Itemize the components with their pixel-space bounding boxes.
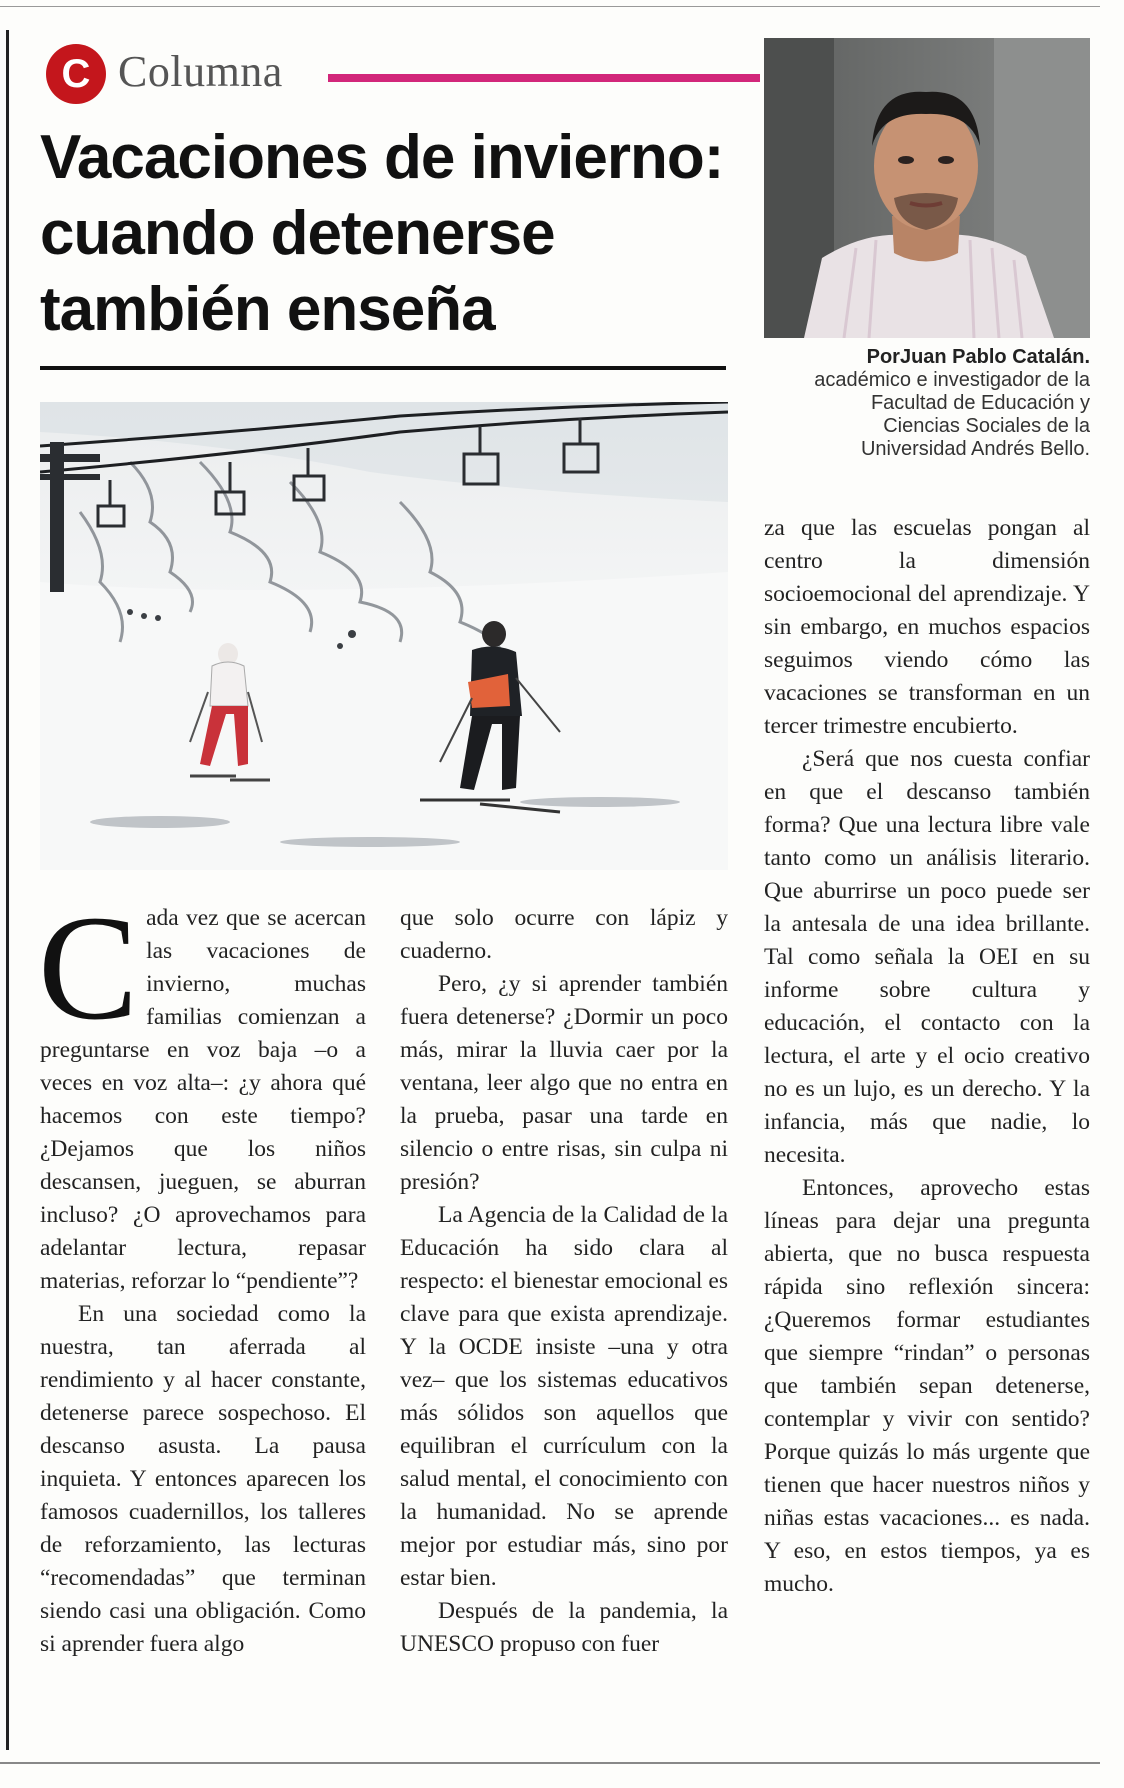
author-role-line: Ciencias Sociales de la <box>883 415 1090 437</box>
paragraph: Pero, ¿y si aprender también fuera detenerse? ¿Dormir un poco más, mirar la lluvia caer por la ventana, leer algo que no entra en la prueba, pasar una tarde en silencio o entre risas, sin culpa ni presión? <box>400 971 728 1195</box>
article-column-3 <box>764 512 1090 1601</box>
article-column-2 <box>400 902 728 1661</box>
headline-line: cuando detenerse <box>40 199 555 268</box>
author-role-line: Facultad de Educación y <box>870 392 1090 414</box>
drop-cap: C <box>38 885 139 1051</box>
page-bottom-rule <box>0 1762 1100 1764</box>
author-role-line: académico e investigador de la <box>814 369 1090 391</box>
paragraph: Entonces, aprovecho estas líneas para dejar una pregunta abierta, que no busca respuesta rápida sino reflexión sincera: ¿Queremos formar estudiantes que siempre “rindan” o personas que también sepan detenerse, contemplar y vivir con sentido? Porque quizás lo más urgente que tienen que hacer nuestros niños y niñas estas vacaciones... es nada. Y eso, en estos tiempos, ya es mucho. <box>764 1175 1090 1597</box>
author-name: PorJuan Pablo Catalán. <box>866 346 1090 368</box>
page-top-rule <box>0 6 1100 7</box>
headline-line: Vacaciones de invierno: <box>40 123 724 192</box>
section-accent-rule <box>328 74 760 82</box>
author-photo <box>764 38 1090 338</box>
author-role-line: Universidad Andrés Bello. <box>860 438 1090 460</box>
headline-line: también enseña <box>40 275 495 344</box>
ski-slope-photo <box>40 402 728 870</box>
page-left-rule <box>6 30 9 1750</box>
section-label: Columna <box>118 47 283 96</box>
paragraph: za que las escuelas pongan al centro la dimensión socioemocional del aprendizaje. Y sin embargo, en muchos espacios seguimos viendo cómo las vacaciones se transforman en un tercer trimestre encubierto. <box>764 515 1090 739</box>
article-column-1 <box>38 885 366 1661</box>
paragraph: En una sociedad como la nuestra, tan aferrada al rendimiento y al hacer constante, detenerse parece sospechoso. El descanso asusta. La pausa inquieta. Y entonces aparecen los famosos cuadernillos, los talleres de reforzamiento, las lecturas “recomendadas” que terminan siendo casi una obligación. Como si aprender fuera algo <box>40 1301 366 1657</box>
headline <box>40 120 740 348</box>
paragraph: La Agencia de la Calidad de la Educación ha sido clara al respecto: el bienestar emocional es clave para que exista aprendizaje. Y la OCDE insiste –una y otra vez– que los sistemas educativos más sólidos son aquellos que equilibran el currículum con la salud mental, el conocimiento con la humanidad. No se aprende mejor por estudiar más, sino por estar bien. <box>400 1202 728 1591</box>
paragraph: ada vez que se acercan las vacaciones de invierno, muchas familias comienzan a preguntarse en voz baja –o a veces en voz alta–: ¿y ahora qué hacemos con este tiempo? ¿Dejamos que los niños descansen, jueguen, se aburran incluso? ¿O aprovechamos para adelantar lectura, repasar materias, reforzar lo “pendiente”? <box>40 905 366 1294</box>
column-badge: C <box>46 44 106 104</box>
paragraph: Después de la pandemia, la UNESCO propuso con fuer <box>400 1598 728 1657</box>
headline-rule <box>40 366 726 370</box>
paragraph: ¿Será que nos cuesta confiar en que el descanso también forma? Que una lectura libre vale tanto como un análisis literario. Que aburrirse un poco puede ser la antesala de una idea brillante. Tal como señala la OEI en su informe sobre cultura y educación, el contacto con la lectura, el arte y el ocio creativo no es un lujo, es un derecho. Y la infancia, más que nadie, lo necesita. <box>764 746 1090 1168</box>
paragraph: que solo ocurre con lápiz y cuaderno. <box>400 905 728 964</box>
byline <box>750 346 1090 461</box>
